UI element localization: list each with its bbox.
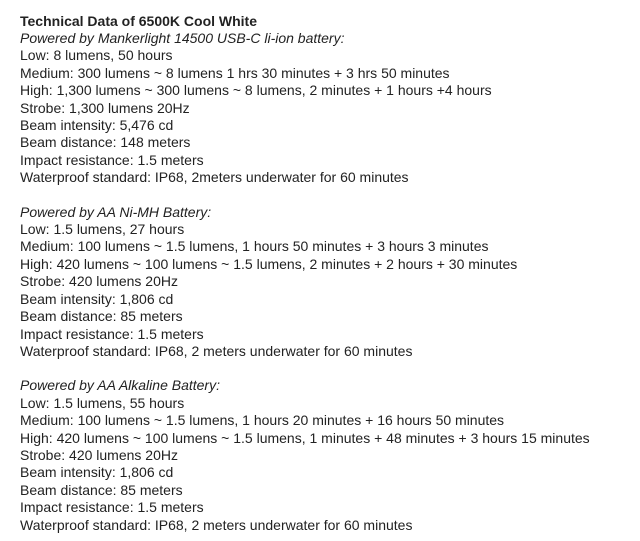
spec-line: Low: 8 lumens, 50 hours (20, 47, 173, 64)
spec-line: Impact resistance: 1.5 meters (20, 499, 204, 516)
section-heading: Powered by Mankerlight 14500 USB-C li-ion battery: (20, 30, 345, 46)
spec-line: Beam distance: 85 meters (20, 481, 183, 498)
spec-line: Beam distance: 148 meters (20, 134, 191, 151)
spec-line: High: 420 lumens ~ 100 lumens ~ 1.5 lumens, 1 minutes + 48 minutes + 3 hours 15 minutes (20, 429, 590, 446)
section-heading: Powered by AA Ni-MH Battery: (20, 203, 212, 220)
document-title: Technical Data of 6500K Cool White (20, 13, 258, 29)
section-li-ion (20, 30, 630, 187)
spec-line: Waterproof standard: IP68, 2 meters underwater for 60 minutes (20, 342, 413, 359)
spec-line: Beam intensity: 1,806 cd (20, 464, 174, 481)
spec-line: Strobe: 420 lumens 20Hz (20, 273, 178, 290)
spec-line: High: 420 lumens ~ 100 lumens ~ 1.5 lumens, 2 minutes + 2 hours + 30 minutes (20, 255, 518, 272)
spec-line: Strobe: 1,300 lumens 20Hz (20, 99, 190, 116)
spec-line: High: 1,300 lumens ~ 300 lumens ~ 8 lumens, 2 minutes + 1 hours +4 hours (20, 82, 492, 99)
spec-line: Beam intensity: 5,476 cd (20, 117, 174, 134)
spec-line: Medium: 100 lumens ~ 1.5 lumens, 1 hours 50 minutes + 3 hours 3 minutes (20, 238, 489, 255)
section-alkaline (20, 377, 630, 534)
spec-line: Waterproof standard: IP68, 2 meters underwater for 60 minutes (20, 516, 413, 533)
section-heading: Powered by AA Alkaline Battery: (20, 377, 220, 394)
spec-line: Beam intensity: 1,806 cd (20, 290, 174, 307)
spec-line: Waterproof standard: IP68, 2meters underwater for 60 minutes (20, 169, 409, 186)
section-ni-mh (20, 204, 630, 361)
spec-line: Low: 1.5 lumens, 55 hours (20, 394, 185, 411)
spec-line: Beam distance: 85 meters (20, 308, 183, 325)
spec-line: Medium: 300 lumens ~ 8 lumens 1 hrs 30 minutes + 3 hrs 50 minutes (20, 64, 450, 81)
spec-line: Medium: 100 lumens ~ 1.5 lumens, 1 hours 20 minutes + 16 hours 50 minutes (20, 412, 505, 429)
spec-line: Impact resistance: 1.5 meters (20, 325, 204, 342)
spec-line: Impact resistance: 1.5 meters (20, 151, 204, 168)
spec-line: Strobe: 420 lumens 20Hz (20, 446, 178, 463)
spec-line: Low: 1.5 lumens, 27 hours (20, 221, 185, 238)
